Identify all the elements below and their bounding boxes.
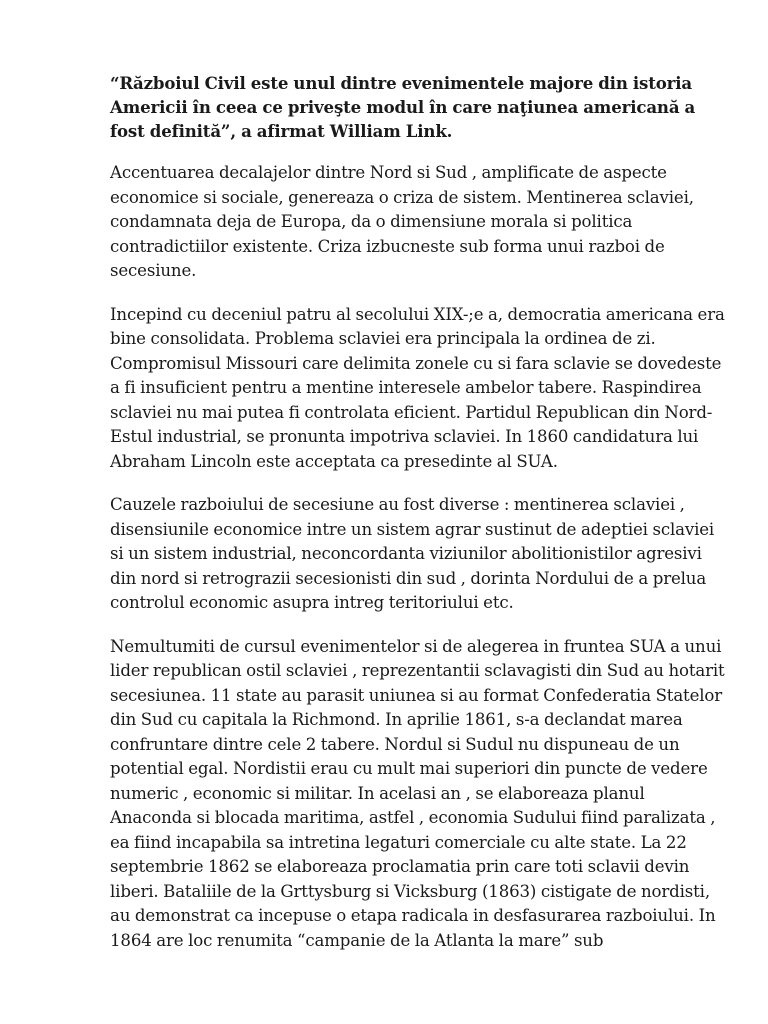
document-body [110, 71, 730, 972]
paragraph-3: Cauzele razboiului de secesiune au fost diverse : mentinerea sclaviei , disensiunile economice intre un sistem agrar sustinut de adeptiei sclaviei si un sistem industrial, neconcordanta viziunilor abolitionistilor agresivi din nord si retrograzii secesionisti din sud , dorinta Nordului de a prelua controlul economic asupra intreg teritoriului etc. [110, 495, 715, 612]
paragraph-4: Nemultumiti de cursul evenimentelor si de alegerea in fruntea SUA a unui lider republican ostil sclaviei , reprezentantii sclavagisti din Sud au hotarit secesiunea. 11 state au parasit uniunea si au format Confederatia Statelor din Sud cu capitala la Richmond. In aprilie 1861, s-a declandat marea confruntare dintre cele 2 tabere. Nordul si Sudul nu dispuneau de un potential egal. Nordistii erau cu mult mai superiori din puncte de vedere numeric , economic si militar. In acelasi an , se elaboreaza planul Anaconda si blocada maritima, astfel , economia Sudului fiind paralizata , ea fiind incapabila sa intretina legaturi comerciale cu alte state. La 22 septembrie 1862 se elaboreaza proclamatia prin care toti sclavii devin liberi. Bataliile de la Grttysburg si Vicksburg (1863) cistigate de nordisti, au demonstrat ca incepuse o etapa radicala in desfasurarea razboiului. In 1864 are loc renumita “campanie de la Atlanta la mare” sub [110, 636, 725, 950]
paragraph-2: Incepind cu deceniul patru al secolului XIX-;e a, democratia americana era bine consolidata. Problema sclaviei era principala la ordinea de zi. Compromisul Missouri care delimita zonele cu si fara sclavie se dovedeste a fi insuficient pentru a mentine interesele ambelor tabere. Raspindirea sclaviei nu mai putea fi controlata eficient. Partidul Republican din Nord-Estul industrial, se pronunta impotriva sclaviei. In 1860 candidatura lui Abraham Lincoln este acceptata ca presedinte al SUA. [110, 304, 725, 471]
paragraph-1: Accentuarea decalajelor dintre Nord si Sud , amplificate de aspecte economice si sociale, genereaza o criza de sistem. Mentinerea sclaviei, condamnata deja de Europa, da o dimensiune morala si politica contradictiilor existente. Criza izbucneste sub forma unui razboi de secesiune. [110, 163, 694, 280]
opening-quote: “Războiul Civil este unul dintre evenimentele majore din istoria Americii în ceea ce priveşte modul în care naţiunea americană a fost definită”, a afirmat William Link. [110, 73, 696, 141]
